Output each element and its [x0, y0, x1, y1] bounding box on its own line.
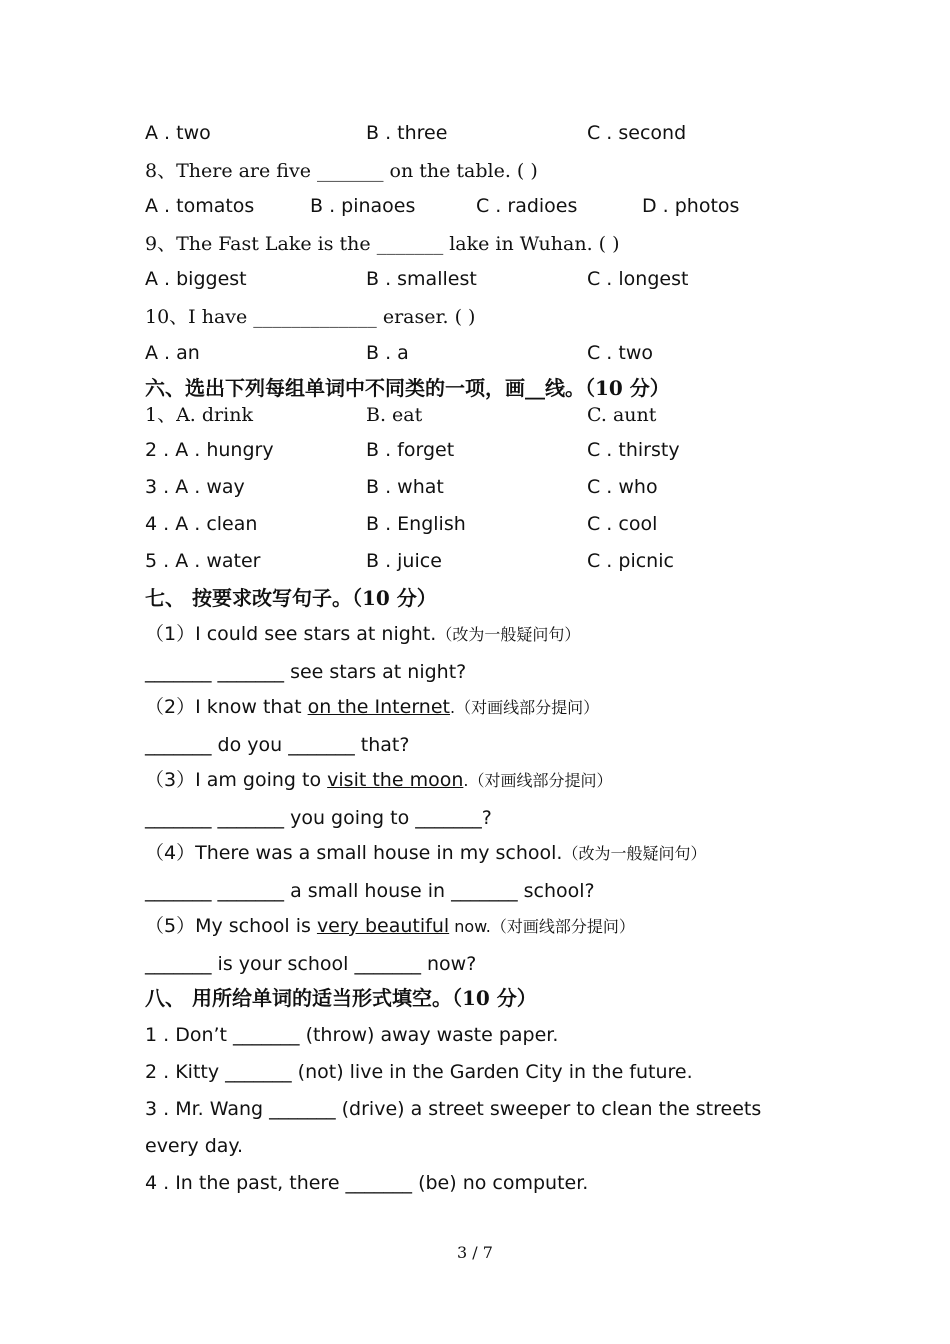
page-number: 3 / 7 [457, 1243, 493, 1262]
s8-line2: 2 . Kitty _______ (not) live in the Garden City in the future. [145, 1061, 693, 1083]
s7-item5-prompt [145, 914, 635, 939]
s6-row4-b: B . English [366, 513, 466, 535]
s7-item1-prompt [145, 622, 580, 647]
s8-line4: 4 . In the past, there _______ (be) no computer. [145, 1172, 589, 1194]
s6-row1-c: C. aunt [587, 404, 657, 426]
s7-item2-instruction: .（对画线部分提问） [449, 698, 600, 717]
s7-item5-underlined: very beautiful [316, 915, 450, 937]
s6-row1-b: B. eat [366, 404, 423, 426]
s7-item5-instruction: now.（对画线部分提问） [449, 917, 635, 936]
q9-stem: 9、The Fast Lake is the _______ lake in Wuhan. ( ) [145, 233, 620, 255]
s7-item2-prompt [145, 695, 599, 720]
s7-item4-answer: _______ _______ a small house in _______ school? [145, 880, 595, 902]
s7-item3-instruction: .（对画线部分提问） [463, 771, 613, 790]
section7-heading: 七、 按要求改写句子。（10 分） [145, 586, 437, 610]
s7-item3-answer: _______ _______ you going to _______? [145, 807, 492, 829]
q10-stem: 10、I have _____________ eraser. ( ) [145, 306, 476, 328]
s6-row3-a: 3 . A . way [145, 476, 245, 498]
s7-item1-text: （1）I could see stars at night. [145, 623, 437, 645]
s7-item1-instruction: （改为一般疑问句） [436, 625, 581, 644]
s6-row2-b: B . forget [366, 439, 455, 461]
s7-item1-answer: _______ _______ see stars at night? [145, 661, 467, 683]
s7-item4-instruction: （改为一般疑问句） [562, 844, 707, 863]
s7-item4-prompt [145, 841, 706, 866]
s6-row4-c: C . cool [587, 513, 658, 535]
q8-option-b: B . pinaoes [310, 195, 416, 217]
s8-line3: 3 . Mr. Wang _______ (drive) a street sweeper to clean the streets [145, 1098, 762, 1120]
s7-item5-answer: _______ is your school _______ now? [145, 953, 477, 975]
q8-option-c: C . radioes [476, 195, 578, 217]
s7-item5-text: （5）My school is [145, 915, 317, 937]
s6-row5-b: B . juice [366, 550, 442, 572]
q7-option-a: A . two [145, 122, 211, 144]
q10-option-b: B . a [366, 342, 409, 364]
q10-option-a: A . an [145, 342, 200, 364]
s6-row4-a: 4 . A . clean [145, 513, 258, 535]
s7-item2-underlined: on the Internet [307, 696, 450, 718]
s6-row5-c: C . picnic [587, 550, 674, 572]
q8-option-d: D . photos [642, 195, 740, 217]
s7-item4-text: （4）There was a small house in my school. [145, 842, 563, 864]
q9-option-a: A . biggest [145, 268, 247, 290]
s6-row3-b: B . what [366, 476, 444, 498]
q9-option-b: B . smallest [366, 268, 477, 290]
q8-option-a: A . tomatos [145, 195, 255, 217]
s6-row1-a: 1、A. drink [145, 404, 253, 426]
s6-row2-c: C . thirsty [587, 439, 680, 461]
s6-row5-a: 5 . A . water [145, 550, 261, 572]
q7-option-c: C . second [587, 122, 687, 144]
s8-line1: 1 . Don’t _______ (throw) away waste paper. [145, 1024, 559, 1046]
q10-option-c: C . two [587, 342, 653, 364]
s6-row2-a: 2 . A . hungry [145, 439, 274, 461]
q8-stem: 8、There are five _______ on the table. ( ) [145, 160, 538, 182]
s6-row3-c: C . who [587, 476, 658, 498]
section6-heading: 六、选出下列每组单词中不同类的一项，画__线。（10 分） [145, 376, 670, 400]
section8-heading: 八、 用所给单词的适当形式填空。（10 分） [145, 986, 537, 1010]
s7-item2-answer: _______ do you _______ that? [145, 734, 410, 756]
s7-item3-underlined: visit the moon [327, 769, 464, 791]
q9-option-c: C . longest [587, 268, 689, 290]
s7-item3-prompt [145, 768, 612, 793]
s7-item3-text: （3）I am going to [145, 769, 328, 791]
s7-item2-text: （2）I know that [145, 696, 308, 718]
q7-option-b: B . three [366, 122, 448, 144]
s8-line3-cont: every day. [145, 1135, 243, 1157]
